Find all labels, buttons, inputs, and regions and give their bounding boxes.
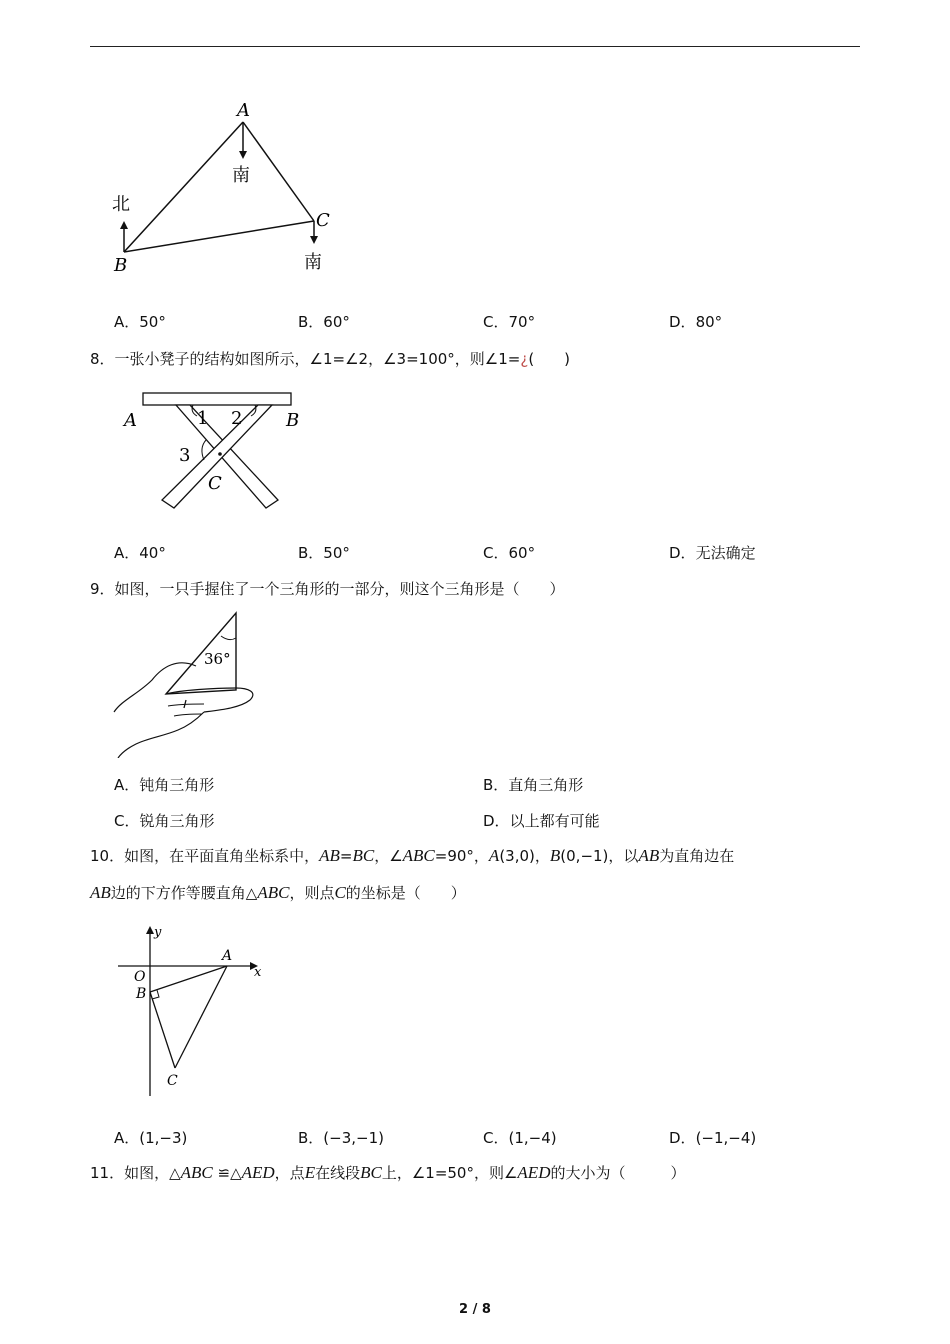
q8-option-text: 40° [139, 544, 166, 562]
q8-option-text: 50° [323, 544, 350, 562]
q7-figure [100, 96, 350, 276]
q8-option-letter: C． [483, 544, 509, 562]
q10-label-a: A [222, 948, 233, 964]
q10-text: ，则点 [289, 884, 335, 902]
q10-option-text: (−1,−4) [695, 1129, 757, 1147]
q10-coord: (3,0) [499, 847, 535, 865]
q10-text: 的坐标是（ ） [345, 884, 466, 902]
q7-label-c: C [316, 210, 330, 231]
q10-math: A [488, 846, 500, 865]
q7-label-north: 北 [112, 194, 130, 215]
q11-math: BC [360, 1163, 382, 1182]
q8-label-b: B [286, 410, 300, 431]
q10-text: 边的下方作等腰直角△ [110, 884, 258, 902]
q10-label-c: C [167, 1073, 178, 1089]
q10-math: ABC [402, 846, 435, 865]
q10-option-letter: A． [114, 1129, 140, 1147]
q8-option-c[interactable] [483, 542, 535, 563]
q10-math: C [334, 883, 346, 902]
q8-option-letter: B． [298, 544, 324, 562]
q11-text: 如图，△ [124, 1164, 181, 1182]
q9-angle-label: 36° [204, 650, 231, 668]
q9-option-text: 锐角三角形 [139, 812, 215, 830]
q8-label-a: A [124, 410, 137, 431]
q9-option-letter: C． [114, 812, 140, 830]
q7-label-a: A [237, 100, 250, 121]
q10-stem-line-2 [90, 882, 466, 903]
q8-figure [118, 388, 318, 510]
q8-option-text: 60° [508, 544, 536, 562]
q8-label-c: C [208, 473, 222, 494]
q10-option-a[interactable] [114, 1127, 187, 1148]
q10-option-c[interactable] [483, 1127, 557, 1148]
q11-math: AED [517, 1163, 551, 1182]
q8-number: 8． [90, 350, 115, 368]
q10-text: ， [534, 847, 550, 865]
q8-paren: ( ) [528, 350, 571, 368]
q10-math: BC [352, 846, 375, 865]
q9-option-letter: B． [483, 776, 509, 794]
q10-option-text: (1,−4) [508, 1129, 557, 1147]
q7-option-a[interactable] [114, 311, 166, 332]
q10-label-b: B [136, 986, 147, 1002]
q7-label-south-1: 南 [232, 165, 250, 186]
q10-math: ABC [257, 883, 290, 902]
q10-text: ，∠ [374, 847, 403, 865]
q8-option-text: 无法确定 [695, 544, 756, 562]
q9-number: 9． [90, 580, 115, 598]
q10-option-text: (1,−3) [139, 1129, 188, 1147]
q7-option-letter: C． [483, 313, 509, 331]
q7-option-b[interactable] [298, 311, 350, 332]
q9-option-d[interactable] [483, 810, 600, 831]
q9-option-b[interactable] [483, 774, 583, 795]
q11-text: ，点 [274, 1164, 305, 1182]
q8-stem [90, 348, 570, 369]
q7-option-c[interactable] [483, 311, 535, 332]
q10-text: = [339, 847, 353, 865]
q7-option-text: 50° [139, 313, 166, 331]
q11-math: AED [241, 1163, 275, 1182]
q11-number: 11． [90, 1164, 125, 1182]
q10-text: =90°， [434, 847, 489, 865]
q9-figure [108, 608, 268, 758]
q9-option-letter: D． [483, 812, 510, 830]
q9-option-text: 直角三角形 [508, 776, 584, 794]
q8-glyph: ¿ [520, 350, 529, 368]
q9-stem [90, 578, 565, 599]
q7-option-text: 60° [323, 313, 350, 331]
q8-label-one: 1 [197, 408, 209, 429]
q7-option-text: 80° [695, 313, 723, 331]
q10-option-d[interactable] [669, 1127, 756, 1148]
q8-label-two: 2 [231, 408, 243, 429]
q10-option-letter: C． [483, 1129, 509, 1147]
q8-option-d[interactable] [669, 542, 756, 563]
q8-option-letter: A． [114, 544, 140, 562]
q11-text: 的大小为（ ） [550, 1164, 686, 1182]
q9-option-letter: A． [114, 776, 140, 794]
q8-stem-text: 一张小凳子的结构如图所示，∠1=∠2，∠3=100°，则∠1= [114, 350, 521, 368]
q10-math: AB [90, 883, 111, 902]
q10-math: AB [638, 846, 660, 865]
q10-option-text: (−3,−1) [323, 1129, 384, 1147]
q7-option-letter: A． [114, 313, 140, 331]
q8-label-three: 3 [179, 445, 191, 466]
q9-option-text: 钝角三角形 [139, 776, 215, 794]
q7-option-d[interactable] [669, 311, 722, 332]
q9-option-a[interactable] [114, 774, 214, 795]
q7-label-south-2: 南 [304, 252, 322, 273]
q7-option-letter: D． [669, 313, 696, 331]
q7-label-b: B [114, 255, 128, 276]
q11-text: ≌△ [212, 1164, 242, 1182]
q10-option-b[interactable] [298, 1127, 384, 1148]
q11-text: 在线段 [315, 1164, 361, 1182]
q9-option-text: 以上都有可能 [509, 812, 600, 830]
q11-stem [90, 1162, 685, 1183]
q11-text: 上，∠1=50°，则∠ [381, 1164, 518, 1182]
q10-math: B [549, 846, 561, 865]
q10-math: AB [319, 846, 340, 865]
q8-option-a[interactable] [114, 542, 166, 563]
q9-option-c[interactable] [114, 810, 215, 831]
q11-math: ABC [180, 1163, 213, 1182]
header-rule [90, 46, 860, 47]
q10-option-letter: D． [669, 1129, 696, 1147]
q7-option-text: 70° [508, 313, 536, 331]
q7-option-letter: B． [298, 313, 324, 331]
q10-text: 如图，在平面直角坐标系中， [124, 847, 320, 865]
q11-math: E [304, 1163, 316, 1182]
q10-text: ，以 [608, 847, 639, 865]
q10-number: 10． [90, 847, 125, 865]
page-number: 2 / 8 [459, 1302, 491, 1317]
q10-label-o: O [134, 969, 146, 985]
q10-option-letter: B． [298, 1129, 324, 1147]
q10-label-x: x [254, 965, 262, 980]
q8-option-b[interactable] [298, 542, 350, 563]
q8-option-letter: D． [669, 544, 696, 562]
q10-figure [112, 922, 272, 1102]
q10-stem-line-1 [90, 845, 734, 866]
q10-text: 为直角边在 [659, 847, 735, 865]
q9-stem-text: 如图，一只手握住了一个三角形的一部分，则这个三角形是（ ） [114, 580, 565, 598]
q10-label-y: y [154, 925, 162, 940]
q10-coord: (0,−1) [560, 847, 609, 865]
